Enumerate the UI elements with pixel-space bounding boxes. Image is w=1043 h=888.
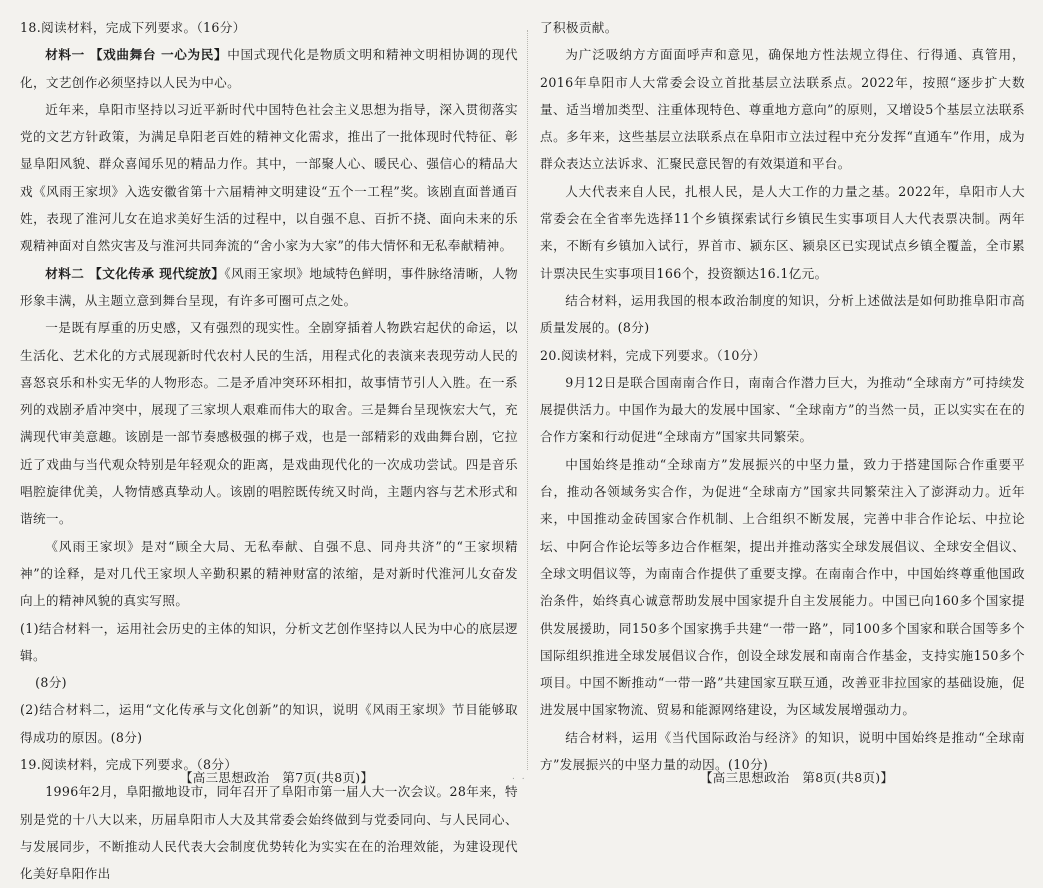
q19-paragraph-2: 为广泛吸纳方方面面呼声和意见，确保地方性法规立得住、行得通、真管用，2016年阜阳市人大常委会设立首批基层立法联系点。2022年，按照“逐步扩大数量、适当增加类型、注重体现特色、尊重地方意向”的原则，又增设5个基层立法联系点。多年来，这些基层立法联系点在阜阳市立法过程中充分发挥“直通车”作用，成为群众表达立法诉求、汇聚民意民智的有效渠道和平台。 (540, 47, 1025, 172)
q20-paragraph-1: 9月12日是联合国南南合作日，南南合作潜力巨大，为推动“全球南方”可持续发展提供活力。中国作为最大的发展中国家、“全球南方”的当然一员，正以实实在在的合作方案和行动促进“全球南方”国家共同繁荣。 (540, 374, 1025, 445)
q19-continuation: 了积极贡献。 (540, 20, 618, 35)
material-1-title: 材料一 【戏曲舞台 一心为民】 (45, 47, 228, 63)
page-divider (527, 30, 528, 770)
q18-header: 18.阅读材料，完成下列要求。（16分） (20, 20, 246, 35)
q19-paragraph-3: 人大代表来自人民，扎根人民，是人大工作的力量之基。2022年，阜阳市人大常委会在全省率先选择11个乡镇探索试行乡镇民生实事项目人大代表票决制。两年来，不断有乡镇加入试行，界首市、颍东区、颍泉区已实现试点乡镇全覆盖，全市累计票决民生实事项目166个，投资额达16.1亿元。 (540, 183, 1025, 281)
right-page-column (540, 14, 1025, 778)
q18-sub-2: (2)结合材料二，运用“文化传承与文化创新”的知识，说明《风雨王家坝》节目能够取得成功的原因。(8分) (20, 702, 518, 745)
q19-question: 结合材料，运用我国的根本政治制度的知识，分析上述做法是如何助推阜阳市高质量发展的。(8分) (540, 292, 1025, 336)
footer-page-7: 【高三思想政治 第7页(共8页)】 (180, 770, 374, 785)
material-2-intro: 《风雨王家坝》地域特色鲜明，事件脉络清晰，人物形象丰满，从主题立意到舞台呈现，有许多可圈可点之处。 (20, 265, 519, 308)
left-page-column (20, 14, 518, 888)
footer-page-8: 【高三思想政治 第8页(共8页)】 (700, 770, 894, 785)
material-1 (20, 41, 518, 96)
material-1-intro: 中国式现代化是物质文明和精神文明相协调的现代化，文艺创作必须坚持以人民为中心。 (20, 47, 518, 90)
material-2 (20, 260, 518, 315)
center-dots: . . (512, 772, 527, 782)
q20-paragraph-2: 中国始终是推动“全球南方”发展振兴的中坚力量，致力于搭建国际合作重要平台，推动各领域务实合作，为促进“全球南方”国家共同繁荣注入了澎湃动力。近年来，中国推动金砖国家合作机制、上合组织不断发展，完善中非合作论坛、中拉论坛、中阿合作论坛等多边合作框架，提出并推动落实全球发展倡议、全球安全倡议、全球文明倡议等，为南南合作提供了重要支撑。在南南合作中，中国始终尊重他国政治条件，始终真心诚意帮助发展中国家提升自主发展能力。中国已向160多个国家提供发展援助，同150多个国家携手共建“一带一路”，同100多个国家和联合国等多个国际组织推进全球发展倡议合作，创设全球发展和南南合作基金，支持实施150多个项目。中国不断推动“一带一路”共建国家互联互通，改善亚非拉国家的基础设施，促进发展中国家物流、贸易和能源网络建设，为区域发展增强动力。 (540, 456, 1025, 718)
material-2-summary: 《风雨王家坝》是对“顾全大局、无私奉献、自强不息、同舟共济”的“王家坝精神”的诠释，是对几代王家坝人辛勤积累的精神财富的浓缩，是对新时代淮河儿女奋发向上的精神风貌的真实写照。 (20, 538, 518, 609)
material-1-paragraph: 近年来，阜阳市坚持以习近平新时代中国特色社会主义思想为指导，深入贯彻落实党的文艺方针政策，为满足阜阳老百姓的精神文化需求，推出了一批体现时代特征、彰显阜阳风貌、群众喜闻乐见的精品力作。其中，一部聚人心、暖民心、强信心的精品大戏《风雨王家坝》入选安徽省第十六届精神文明建设“五个一工程”奖。该剧直面普通百姓，表现了淮河儿女在追求美好生活的过程中，以自强不息、百折不挠、面向未来的乐观精神面对自然灾害及与淮河共同奔流的“舍小家为大家”的伟大情怀和无私奉献精神。 (20, 101, 518, 254)
q19-paragraph-1: 1996年2月，阜阳撤地设市，同年召开了阜阳市第一届人大一次会议。28年来，特别是党的十八大以来，历届阜阳市人大及其常委会始终做到与党委同向、与人民同心、与发展同步，不断推动人民代表大会制度优势转化为实实在在的治理效能，为建设现代化美好阜阳作出 (20, 784, 518, 882)
material-2-title: 材料二 【文化传承 现代绽放】 (45, 265, 225, 281)
q18-sub-1: (1)结合材料一，运用社会历史的主体的知识，分析文艺创作坚持以人民为中心的底层逻辑。 (20, 620, 518, 663)
q18-sub-1-score: (8分) (35, 675, 67, 691)
q19-header: 19.阅读材料，完成下列要求。（8分） (20, 757, 238, 773)
q20-header: 20.阅读材料，完成下列要求。（10分） (540, 347, 766, 363)
q20-question: 结合材料，运用《当代国际政治与经济》的知识，说明中国始终是推动“全球南方”发展振兴的中坚力量的动因。(10分) (540, 729, 1025, 773)
material-2-paragraph: 一是既有厚重的历史感，又有强烈的现实性。全剧穿插着人物跌宕起伏的命运，以生活化、艺术化的方式展现新时代农村人民的生活，用程式化的表演来表现劳动人民的喜怒哀乐和朴实无华的人物形态。二是矛盾冲突环环相扣，故事情节引人入胜。在一系列的戏剧矛盾冲突中，展现了三家坝人艰难而伟大的取舍。三是舞台呈现恢宏大气，充满现代审美意趣。该剧是一部节奏感极强的梆子戏，也是一部精彩的戏曲舞台剧，它拉近了戏曲与当代观众特别是年轻观众的距离，是戏曲现代化的一次成功尝试。四是音乐唱腔旋律优美，人物情感真挚动人。该剧的唱腔既传统又时尚，主题内容与艺术形式和谐统一。 (20, 320, 518, 527)
